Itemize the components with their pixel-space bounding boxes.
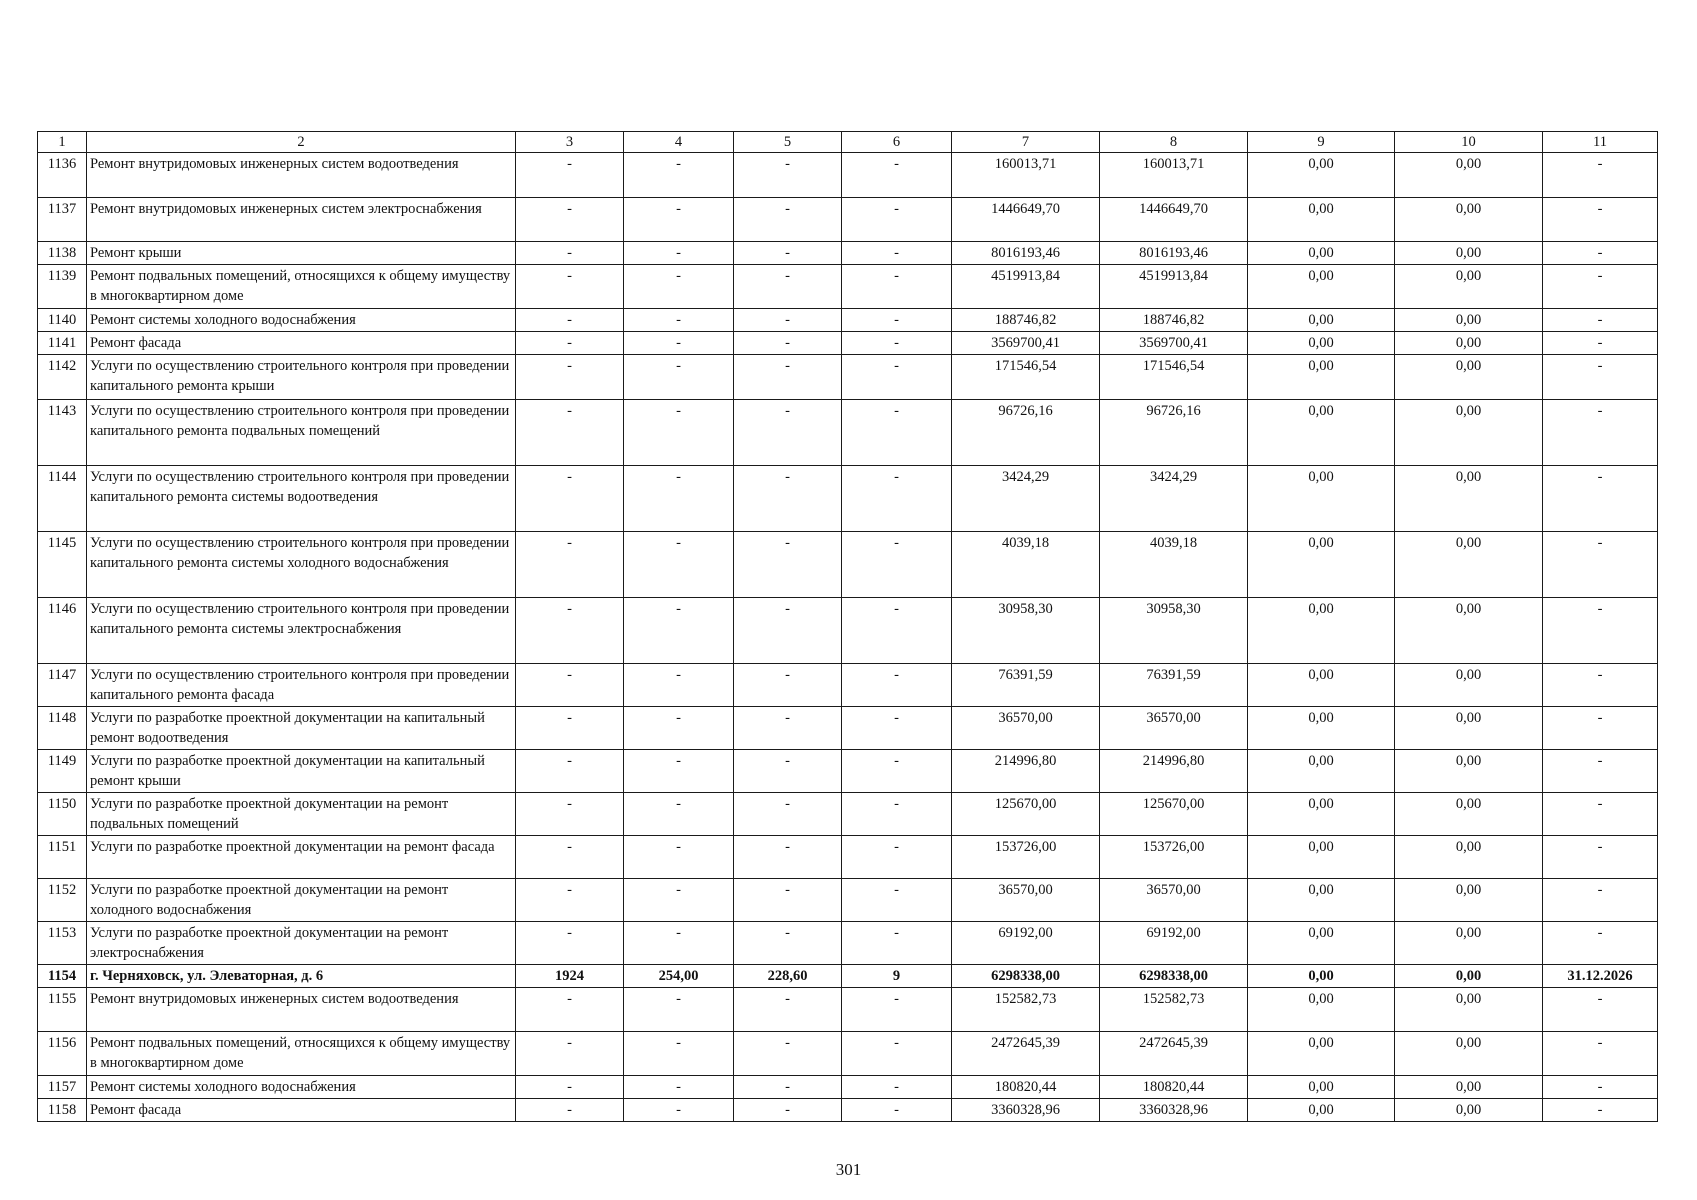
table-row	[38, 265, 1658, 309]
cell-col-4: -	[624, 1099, 734, 1122]
work-description: Услуги по разработке проектной документации на ремонт электроснабжения	[87, 922, 516, 965]
table-row	[38, 532, 1658, 598]
table-row	[38, 466, 1658, 532]
cell-col-4: -	[624, 879, 734, 922]
work-description: Ремонт крыши	[87, 242, 516, 265]
cell-col-11: -	[1543, 664, 1658, 707]
cell-col-4: -	[624, 1076, 734, 1099]
cell-col-5: -	[734, 1032, 842, 1076]
cell-col-11: -	[1543, 242, 1658, 265]
column-header-9: 9	[1248, 132, 1395, 153]
cell-col-3: -	[516, 836, 624, 879]
cell-col-11: -	[1543, 532, 1658, 598]
cell-col-8: 30958,30	[1100, 598, 1248, 664]
work-description: Услуги по осуществлению строительного контроля при проведении капитального ремонта подвальных помещений	[87, 400, 516, 466]
row-number: 1141	[38, 332, 87, 355]
cell-col-9: 0,00	[1248, 965, 1395, 988]
cell-col-6: -	[842, 400, 952, 466]
cell-col-6: -	[842, 309, 952, 332]
column-header-7: 7	[952, 132, 1100, 153]
cell-col-5: -	[734, 309, 842, 332]
cell-col-5: -	[734, 153, 842, 198]
cell-col-10: 0,00	[1395, 922, 1543, 965]
cell-col-3: -	[516, 466, 624, 532]
cell-col-5: -	[734, 750, 842, 793]
row-number: 1138	[38, 242, 87, 265]
cell-col-4: -	[624, 153, 734, 198]
work-description: Ремонт подвальных помещений, относящихся к общему имуществу в многоквартирном доме	[87, 1032, 516, 1076]
table-row	[38, 242, 1658, 265]
cell-col-4: -	[624, 466, 734, 532]
work-description: Услуги по разработке проектной документации на капитальный ремонт крыши	[87, 750, 516, 793]
cell-col-8: 125670,00	[1100, 793, 1248, 836]
row-number: 1154	[38, 965, 87, 988]
cell-col-7: 36570,00	[952, 707, 1100, 750]
cell-col-9: 0,00	[1248, 879, 1395, 922]
column-header-10: 10	[1395, 132, 1543, 153]
table-row	[38, 332, 1658, 355]
cell-col-10: 0,00	[1395, 242, 1543, 265]
cell-col-6: 9	[842, 965, 952, 988]
cell-col-8: 3569700,41	[1100, 332, 1248, 355]
capital-repair-table	[37, 131, 1658, 1122]
cell-col-5: -	[734, 400, 842, 466]
cell-col-3: -	[516, 198, 624, 242]
cell-col-10: 0,00	[1395, 1099, 1543, 1122]
cell-col-5: -	[734, 466, 842, 532]
cell-col-10: 0,00	[1395, 879, 1543, 922]
cell-col-10: 0,00	[1395, 198, 1543, 242]
work-description: Услуги по разработке проектной документации на ремонт подвальных помещений	[87, 793, 516, 836]
cell-col-6: -	[842, 265, 952, 309]
cell-col-7: 3424,29	[952, 466, 1100, 532]
table-row	[38, 879, 1658, 922]
row-number: 1144	[38, 466, 87, 532]
cell-col-7: 3569700,41	[952, 332, 1100, 355]
cell-col-11: -	[1543, 793, 1658, 836]
cell-col-5: -	[734, 1099, 842, 1122]
cell-col-5: -	[734, 707, 842, 750]
cell-col-9: 0,00	[1248, 265, 1395, 309]
cell-col-5: -	[734, 1076, 842, 1099]
cell-col-8: 152582,73	[1100, 988, 1248, 1032]
row-number: 1145	[38, 532, 87, 598]
cell-col-3: -	[516, 1032, 624, 1076]
work-description: Ремонт внутридомовых инженерных систем водоотведения	[87, 153, 516, 198]
cell-col-6: -	[842, 153, 952, 198]
row-number: 1148	[38, 707, 87, 750]
work-description: Услуги по разработке проектной документации на ремонт фасада	[87, 836, 516, 879]
cell-col-11: -	[1543, 750, 1658, 793]
cell-col-6: -	[842, 598, 952, 664]
cell-col-9: 0,00	[1248, 355, 1395, 400]
table-row	[38, 598, 1658, 664]
cell-col-8: 3360328,96	[1100, 1099, 1248, 1122]
column-header-2: 2	[87, 132, 516, 153]
table-row	[38, 400, 1658, 466]
cell-col-11: -	[1543, 265, 1658, 309]
cell-col-7: 69192,00	[952, 922, 1100, 965]
cell-col-8: 6298338,00	[1100, 965, 1248, 988]
work-description: Услуги по осуществлению строительного контроля при проведении капитального ремонта системы холодного водоснабжения	[87, 532, 516, 598]
work-description: Ремонт внутридомовых инженерных систем электроснабжения	[87, 198, 516, 242]
row-number: 1137	[38, 198, 87, 242]
cell-col-10: 0,00	[1395, 836, 1543, 879]
work-description: Ремонт подвальных помещений, относящихся к общему имуществу в многоквартирном доме	[87, 265, 516, 309]
cell-col-7: 3360328,96	[952, 1099, 1100, 1122]
cell-col-6: -	[842, 332, 952, 355]
column-number-header-row	[38, 132, 1658, 153]
row-number: 1151	[38, 836, 87, 879]
row-number: 1157	[38, 1076, 87, 1099]
cell-col-4: -	[624, 793, 734, 836]
column-header-11: 11	[1543, 132, 1658, 153]
cell-col-9: 0,00	[1248, 793, 1395, 836]
cell-col-7: 96726,16	[952, 400, 1100, 466]
cell-col-11: -	[1543, 1099, 1658, 1122]
cell-col-10: 0,00	[1395, 750, 1543, 793]
cell-col-3: -	[516, 1076, 624, 1099]
cell-col-7: 2472645,39	[952, 1032, 1100, 1076]
cell-col-6: -	[842, 707, 952, 750]
cell-col-7: 188746,82	[952, 309, 1100, 332]
cell-col-6: -	[842, 836, 952, 879]
column-header-4: 4	[624, 132, 734, 153]
cell-col-8: 96726,16	[1100, 400, 1248, 466]
cell-col-9: 0,00	[1248, 750, 1395, 793]
cell-col-8: 1446649,70	[1100, 198, 1248, 242]
cell-col-3: 1924	[516, 965, 624, 988]
cell-col-8: 153726,00	[1100, 836, 1248, 879]
cell-col-7: 6298338,00	[952, 965, 1100, 988]
cell-col-7: 4519913,84	[952, 265, 1100, 309]
cell-col-6: -	[842, 466, 952, 532]
row-number: 1158	[38, 1099, 87, 1122]
column-header-6: 6	[842, 132, 952, 153]
table-row	[38, 1076, 1658, 1099]
cell-col-5: -	[734, 793, 842, 836]
cell-col-6: -	[842, 879, 952, 922]
cell-col-11: -	[1543, 153, 1658, 198]
cell-col-7: 1446649,70	[952, 198, 1100, 242]
cell-col-9: 0,00	[1248, 1099, 1395, 1122]
table-row	[38, 750, 1658, 793]
cell-col-8: 188746,82	[1100, 309, 1248, 332]
cell-col-8: 36570,00	[1100, 879, 1248, 922]
cell-col-8: 2472645,39	[1100, 1032, 1248, 1076]
cell-col-11: -	[1543, 332, 1658, 355]
row-number: 1146	[38, 598, 87, 664]
cell-col-5: -	[734, 879, 842, 922]
cell-col-9: 0,00	[1248, 532, 1395, 598]
work-description: Услуги по разработке проектной документации на ремонт холодного водоснабжения	[87, 879, 516, 922]
cell-col-8: 8016193,46	[1100, 242, 1248, 265]
cell-col-5: -	[734, 242, 842, 265]
cell-col-6: -	[842, 1032, 952, 1076]
cell-col-7: 125670,00	[952, 793, 1100, 836]
cell-col-3: -	[516, 922, 624, 965]
column-header-8: 8	[1100, 132, 1248, 153]
cell-col-7: 152582,73	[952, 988, 1100, 1032]
cell-col-8: 3424,29	[1100, 466, 1248, 532]
cell-col-6: -	[842, 242, 952, 265]
cell-col-4: -	[624, 922, 734, 965]
cell-col-7: 153726,00	[952, 836, 1100, 879]
cell-col-10: 0,00	[1395, 355, 1543, 400]
cell-col-10: 0,00	[1395, 988, 1543, 1032]
cell-col-3: -	[516, 1099, 624, 1122]
cell-col-5: -	[734, 355, 842, 400]
cell-col-11: -	[1543, 355, 1658, 400]
column-header-5: 5	[734, 132, 842, 153]
row-number: 1152	[38, 879, 87, 922]
cell-col-6: -	[842, 750, 952, 793]
column-header-1: 1	[38, 132, 87, 153]
cell-col-4: -	[624, 836, 734, 879]
row-number: 1142	[38, 355, 87, 400]
cell-col-9: 0,00	[1248, 198, 1395, 242]
cell-col-6: -	[842, 1099, 952, 1122]
work-description: Услуги по осуществлению строительного контроля при проведении капитального ремонта системы электроснабжения	[87, 598, 516, 664]
cell-col-4: -	[624, 198, 734, 242]
cell-col-9: 0,00	[1248, 153, 1395, 198]
work-description: Ремонт фасада	[87, 332, 516, 355]
row-number: 1155	[38, 988, 87, 1032]
cell-col-3: -	[516, 598, 624, 664]
cell-col-3: -	[516, 707, 624, 750]
cell-col-6: -	[842, 793, 952, 836]
cell-col-5: -	[734, 664, 842, 707]
cell-col-10: 0,00	[1395, 793, 1543, 836]
cell-col-5: -	[734, 988, 842, 1032]
row-number: 1140	[38, 309, 87, 332]
work-description: Услуги по разработке проектной документации на капитальный ремонт водоотведения	[87, 707, 516, 750]
table-row	[38, 309, 1658, 332]
cell-col-11: -	[1543, 1076, 1658, 1099]
table-body	[38, 132, 1658, 1122]
table-row	[38, 707, 1658, 750]
cell-col-4: -	[624, 598, 734, 664]
cell-col-11: -	[1543, 400, 1658, 466]
cell-col-4: -	[624, 1032, 734, 1076]
cell-col-8: 76391,59	[1100, 664, 1248, 707]
cell-col-9: 0,00	[1248, 922, 1395, 965]
cell-col-3: -	[516, 793, 624, 836]
cell-col-4: -	[624, 265, 734, 309]
cell-col-10: 0,00	[1395, 466, 1543, 532]
cell-col-8: 180820,44	[1100, 1076, 1248, 1099]
cell-col-3: -	[516, 988, 624, 1032]
table-row	[38, 988, 1658, 1032]
cell-col-3: -	[516, 879, 624, 922]
work-description: Услуги по осуществлению строительного контроля при проведении капитального ремонта системы водоотведения	[87, 466, 516, 532]
table-row	[38, 198, 1658, 242]
cell-col-5: -	[734, 598, 842, 664]
row-number: 1147	[38, 664, 87, 707]
cell-col-6: -	[842, 988, 952, 1032]
cell-col-10: 0,00	[1395, 153, 1543, 198]
page-number: 301	[835, 1160, 862, 1179]
cell-col-10: 0,00	[1395, 1076, 1543, 1099]
cell-col-3: -	[516, 750, 624, 793]
cell-col-10: 0,00	[1395, 265, 1543, 309]
cell-col-10: 0,00	[1395, 332, 1543, 355]
cell-col-3: -	[516, 332, 624, 355]
cell-col-8: 69192,00	[1100, 922, 1248, 965]
cell-col-3: -	[516, 153, 624, 198]
cell-col-8: 214996,80	[1100, 750, 1248, 793]
cell-col-11: -	[1543, 879, 1658, 922]
cell-col-5: -	[734, 922, 842, 965]
work-description: Ремонт системы холодного водоснабжения	[87, 309, 516, 332]
cell-col-9: 0,00	[1248, 988, 1395, 1032]
cell-col-4: -	[624, 242, 734, 265]
cell-col-9: 0,00	[1248, 707, 1395, 750]
work-description: Ремонт фасада	[87, 1099, 516, 1122]
row-number: 1156	[38, 1032, 87, 1076]
cell-col-5: 228,60	[734, 965, 842, 988]
row-number: 1143	[38, 400, 87, 466]
cell-col-11: -	[1543, 198, 1658, 242]
cell-col-10: 0,00	[1395, 309, 1543, 332]
cell-col-3: -	[516, 309, 624, 332]
table-row	[38, 793, 1658, 836]
work-description: Услуги по осуществлению строительного контроля при проведении капитального ремонта крыши	[87, 355, 516, 400]
cell-col-9: 0,00	[1248, 242, 1395, 265]
cell-col-3: -	[516, 265, 624, 309]
cell-col-4: -	[624, 309, 734, 332]
cell-col-10: 0,00	[1395, 1032, 1543, 1076]
cell-col-9: 0,00	[1248, 400, 1395, 466]
cell-col-11: -	[1543, 922, 1658, 965]
cell-col-6: -	[842, 922, 952, 965]
cell-col-10: 0,00	[1395, 707, 1543, 750]
table-row	[38, 664, 1658, 707]
cell-col-9: 0,00	[1248, 664, 1395, 707]
table-row	[38, 922, 1658, 965]
cell-col-7: 36570,00	[952, 879, 1100, 922]
table-row	[38, 1032, 1658, 1076]
address-row	[38, 965, 1658, 988]
cell-col-9: 0,00	[1248, 309, 1395, 332]
cell-col-7: 171546,54	[952, 355, 1100, 400]
cell-col-11: -	[1543, 466, 1658, 532]
cell-col-7: 160013,71	[952, 153, 1100, 198]
cell-col-6: -	[842, 1076, 952, 1099]
row-number: 1153	[38, 922, 87, 965]
cell-col-11: -	[1543, 1032, 1658, 1076]
cell-col-6: -	[842, 355, 952, 400]
cell-col-6: -	[842, 532, 952, 598]
cell-col-11: -	[1543, 836, 1658, 879]
cell-col-11: -	[1543, 707, 1658, 750]
table-row	[38, 836, 1658, 879]
cell-col-4: -	[624, 332, 734, 355]
cell-col-5: -	[734, 532, 842, 598]
row-number: 1136	[38, 153, 87, 198]
cell-col-4: -	[624, 664, 734, 707]
column-header-3: 3	[516, 132, 624, 153]
cell-col-9: 0,00	[1248, 836, 1395, 879]
work-description: г. Черняховск, ул. Элеваторная, д. 6	[87, 965, 516, 988]
cell-col-8: 160013,71	[1100, 153, 1248, 198]
cell-col-9: 0,00	[1248, 332, 1395, 355]
cell-col-4: -	[624, 400, 734, 466]
table-row	[38, 153, 1658, 198]
cell-col-4: 254,00	[624, 965, 734, 988]
cell-col-3: -	[516, 664, 624, 707]
cell-col-7: 30958,30	[952, 598, 1100, 664]
cell-col-11: -	[1543, 598, 1658, 664]
cell-col-5: -	[734, 265, 842, 309]
cell-col-6: -	[842, 198, 952, 242]
cell-col-11: -	[1543, 988, 1658, 1032]
cell-col-5: -	[734, 198, 842, 242]
cell-col-3: -	[516, 355, 624, 400]
work-description: Ремонт внутридомовых инженерных систем водоотведения	[87, 988, 516, 1032]
cell-col-5: -	[734, 836, 842, 879]
cell-col-9: 0,00	[1248, 466, 1395, 532]
cell-col-8: 171546,54	[1100, 355, 1248, 400]
cell-col-5: -	[734, 332, 842, 355]
work-description: Ремонт системы холодного водоснабжения	[87, 1076, 516, 1099]
cell-col-7: 76391,59	[952, 664, 1100, 707]
table-row	[38, 355, 1658, 400]
cell-col-7: 8016193,46	[952, 242, 1100, 265]
cell-col-9: 0,00	[1248, 1032, 1395, 1076]
cell-col-10: 0,00	[1395, 598, 1543, 664]
cell-col-10: 0,00	[1395, 400, 1543, 466]
cell-col-7: 4039,18	[952, 532, 1100, 598]
table-row	[38, 1099, 1658, 1122]
cell-col-4: -	[624, 707, 734, 750]
cell-col-10: 0,00	[1395, 965, 1543, 988]
cell-col-9: 0,00	[1248, 598, 1395, 664]
cell-col-3: -	[516, 532, 624, 598]
row-number: 1139	[38, 265, 87, 309]
cell-col-8: 4039,18	[1100, 532, 1248, 598]
cell-col-10: 0,00	[1395, 664, 1543, 707]
cell-col-4: -	[624, 750, 734, 793]
cell-col-8: 4519913,84	[1100, 265, 1248, 309]
row-number: 1150	[38, 793, 87, 836]
cell-col-10: 0,00	[1395, 532, 1543, 598]
cell-col-6: -	[842, 664, 952, 707]
cell-col-8: 36570,00	[1100, 707, 1248, 750]
cell-col-3: -	[516, 400, 624, 466]
cell-col-4: -	[624, 355, 734, 400]
row-number: 1149	[38, 750, 87, 793]
cell-col-4: -	[624, 532, 734, 598]
cell-col-11: -	[1543, 309, 1658, 332]
cell-col-9: 0,00	[1248, 1076, 1395, 1099]
cell-col-7: 214996,80	[952, 750, 1100, 793]
work-description: Услуги по осуществлению строительного контроля при проведении капитального ремонта фасада	[87, 664, 516, 707]
cell-col-3: -	[516, 242, 624, 265]
cell-col-4: -	[624, 988, 734, 1032]
cell-col-11: 31.12.2026	[1543, 965, 1658, 988]
cell-col-7: 180820,44	[952, 1076, 1100, 1099]
